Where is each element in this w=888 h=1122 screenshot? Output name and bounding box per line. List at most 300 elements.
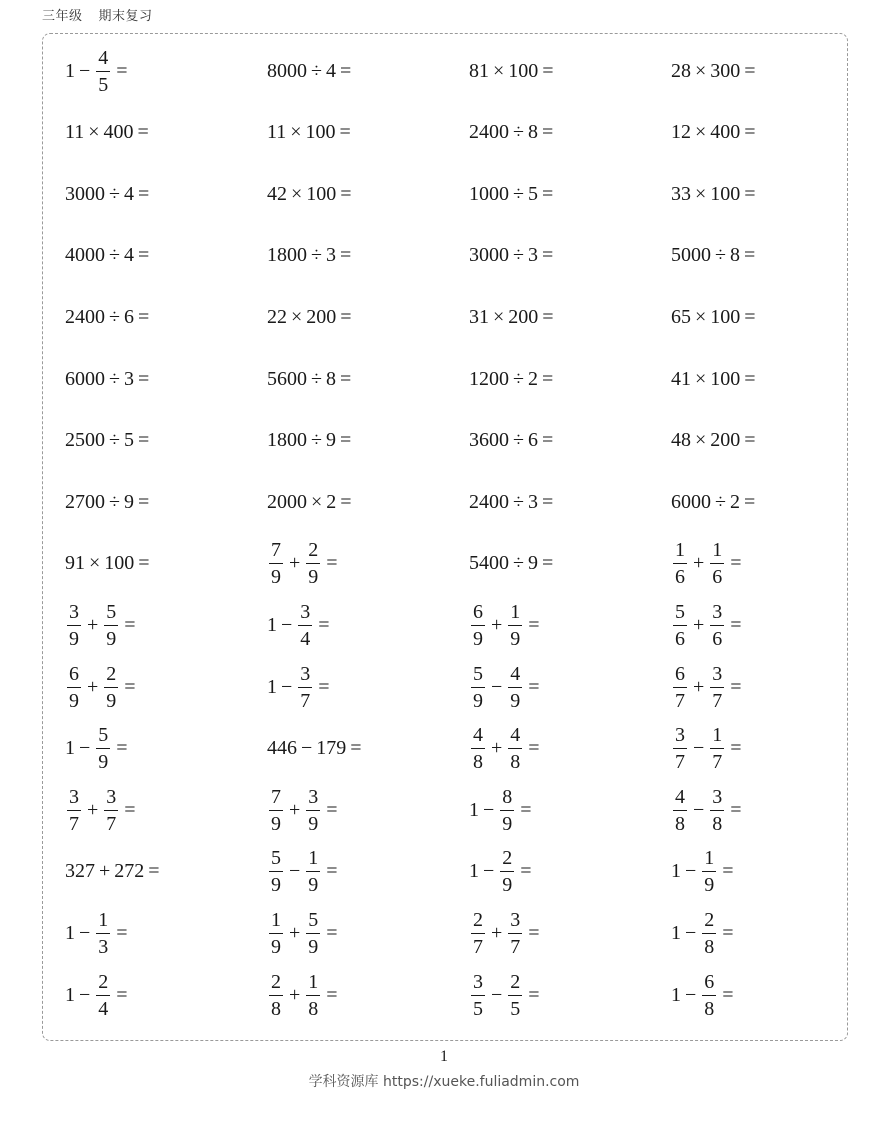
number: 1: [65, 737, 75, 760]
operator: =: [350, 737, 362, 760]
operator: −: [693, 737, 705, 760]
problem-row: [65, 349, 845, 409]
denominator: 7: [712, 689, 723, 712]
number: 3600: [469, 429, 509, 452]
operator: ×: [291, 305, 303, 328]
number: 2: [527, 367, 538, 390]
denominator: 9: [271, 935, 281, 958]
operator: ÷: [513, 244, 524, 267]
operator: =: [743, 244, 756, 267]
operator: −: [79, 737, 91, 760]
numerator: 5: [308, 908, 319, 931]
operator: ÷: [513, 367, 524, 390]
numerator: 3: [69, 785, 79, 808]
operator: −: [685, 860, 697, 883]
fraction: [269, 848, 283, 895]
math-problem: [469, 287, 558, 347]
number: 48: [671, 429, 691, 452]
operator: +: [87, 675, 99, 698]
number: 100: [305, 121, 336, 144]
number: 1: [671, 860, 681, 883]
math-problem: [671, 534, 746, 594]
operator: +: [693, 552, 705, 575]
fraction: [673, 787, 687, 834]
fraction: [471, 725, 485, 772]
number: 2400: [469, 121, 509, 144]
operator: =: [541, 490, 554, 513]
operator: =: [744, 121, 756, 144]
numerator: 1: [675, 539, 685, 562]
operator: −: [483, 798, 495, 821]
denominator: 4: [98, 997, 109, 1020]
numerator: 3: [712, 600, 723, 623]
operator: +: [491, 921, 503, 944]
operator: =: [318, 675, 330, 698]
number: 3: [325, 244, 336, 267]
operator: =: [137, 244, 150, 267]
numerator: 1: [308, 970, 319, 993]
number: 2: [729, 490, 740, 513]
numerator: 2: [308, 539, 319, 562]
number: 100: [710, 182, 741, 205]
math-problem: [469, 164, 557, 224]
fraction: [710, 787, 724, 834]
operator: −: [491, 983, 503, 1006]
number: 9: [325, 429, 336, 452]
number: 3: [527, 244, 538, 267]
number: 100: [508, 59, 539, 82]
numerator: 5: [271, 847, 281, 870]
numerator: 6: [473, 600, 483, 623]
math-problem: [65, 657, 140, 717]
math-problem: [267, 103, 355, 163]
denominator: 8: [712, 812, 723, 835]
math-problem: [267, 534, 342, 594]
operator: =: [744, 182, 756, 205]
number: 179: [316, 737, 347, 760]
operator: +: [491, 613, 503, 636]
denominator: 9: [271, 566, 281, 589]
denominator: 9: [510, 627, 521, 650]
operator: =: [743, 490, 756, 513]
operator: =: [116, 921, 128, 944]
operator: −: [281, 613, 293, 636]
math-problem: [469, 965, 544, 1025]
operator: =: [541, 367, 554, 390]
operator: =: [541, 552, 554, 575]
numerator: 4: [675, 785, 685, 808]
number: 1: [267, 675, 277, 698]
number: 1800: [267, 429, 307, 452]
number: 3: [123, 367, 134, 390]
math-problem: [671, 903, 738, 963]
operator: +: [289, 552, 301, 575]
operator: =: [744, 59, 756, 82]
page-number: 1: [440, 1048, 448, 1065]
math-problem: [65, 226, 153, 286]
fraction: [96, 725, 110, 772]
math-problem: [469, 719, 544, 779]
operator: =: [137, 367, 150, 390]
numerator: 2: [271, 970, 281, 993]
math-problem: [671, 472, 759, 532]
number: 4: [325, 59, 336, 82]
operator: −: [483, 860, 495, 883]
math-problem: [469, 226, 557, 286]
operator: =: [730, 737, 742, 760]
numerator: 7: [271, 539, 281, 562]
denominator: 8: [675, 812, 685, 835]
fraction: [269, 972, 283, 1019]
operator: ×: [695, 121, 707, 144]
fraction: [298, 664, 312, 711]
number: 12: [671, 121, 691, 144]
fraction: [673, 540, 687, 587]
math-problem: [65, 287, 153, 347]
number: 200: [710, 429, 741, 452]
fraction: [710, 725, 724, 772]
worksheet-frame: [42, 33, 848, 1041]
number: 5: [123, 429, 134, 452]
operator: =: [340, 182, 352, 205]
operator: −: [79, 59, 91, 82]
number: 100: [710, 305, 741, 328]
operator: =: [340, 305, 352, 328]
operator: ×: [695, 305, 707, 328]
numerator: 2: [510, 970, 521, 993]
fraction: [104, 664, 118, 711]
denominator: 9: [308, 812, 319, 835]
number: 4000: [65, 244, 105, 267]
denominator: 9: [69, 627, 79, 650]
denominator: 8: [704, 935, 715, 958]
operator: ×: [311, 490, 323, 513]
operator: =: [339, 429, 352, 452]
number: 8000: [267, 59, 307, 82]
denominator: 9: [106, 689, 117, 712]
denominator: 6: [712, 627, 723, 650]
number: 272: [114, 860, 145, 883]
fraction: [673, 602, 687, 649]
fraction: [508, 602, 522, 649]
fraction: [306, 540, 320, 587]
operator: −: [79, 983, 91, 1006]
operator: −: [301, 737, 313, 760]
operator: =: [730, 675, 742, 698]
numerator: 4: [473, 724, 483, 747]
operator: +: [491, 737, 503, 760]
operator: =: [542, 59, 554, 82]
problem-row: [65, 534, 845, 594]
numerator: 1: [712, 539, 723, 562]
operator: =: [137, 429, 150, 452]
number: 2700: [65, 490, 105, 513]
number: 1: [469, 860, 479, 883]
denominator: 8: [308, 997, 319, 1020]
math-problem: [671, 287, 760, 347]
footer-source: 学科资源库 https://xueke.fuliadmin.com: [308, 1074, 580, 1090]
number: 8: [729, 244, 740, 267]
fraction: [471, 602, 485, 649]
fraction: [710, 602, 724, 649]
denominator: 9: [502, 812, 513, 835]
operator: =: [318, 613, 330, 636]
operator: +: [99, 860, 111, 883]
math-problem: [671, 411, 760, 471]
number: 65: [671, 305, 691, 328]
fraction: [500, 787, 514, 834]
operator: ÷: [513, 490, 524, 513]
operator: ×: [290, 121, 302, 144]
fraction: [306, 848, 320, 895]
math-problem: [267, 226, 355, 286]
math-problem: [469, 780, 536, 840]
numerator: 3: [300, 662, 311, 685]
problem-row: [65, 103, 845, 163]
math-problem: [469, 103, 557, 163]
denominator: 9: [106, 627, 117, 650]
number: 1: [65, 921, 75, 944]
number: 2500: [65, 429, 105, 452]
problem-row: [65, 780, 845, 840]
math-problem: [267, 780, 342, 840]
fraction: [673, 664, 687, 711]
math-problem: [267, 472, 356, 532]
number: 5: [527, 182, 538, 205]
operator: +: [289, 798, 301, 821]
math-problem: [65, 164, 153, 224]
numerator: 4: [510, 724, 521, 747]
operator: ÷: [311, 429, 322, 452]
operator: =: [137, 305, 150, 328]
operator: =: [528, 675, 540, 698]
operator: =: [326, 860, 338, 883]
operator: ÷: [109, 429, 120, 452]
numerator: 2: [502, 847, 513, 870]
numerator: 5: [98, 724, 109, 747]
denominator: 9: [510, 689, 521, 712]
number: 8: [325, 367, 336, 390]
fraction: [96, 910, 110, 957]
numerator: 4: [510, 662, 521, 685]
fraction: [508, 972, 522, 1019]
operator: ÷: [513, 552, 524, 575]
math-problem: [469, 41, 558, 101]
page-header: [42, 5, 153, 24]
problem-row: [65, 842, 845, 902]
operator: =: [528, 613, 540, 636]
number: 6: [123, 305, 134, 328]
operator: ÷: [109, 367, 120, 390]
problem-row: [65, 287, 845, 347]
operator: ×: [695, 59, 707, 82]
fraction: [67, 787, 81, 834]
math-problem: [469, 842, 536, 902]
operator: =: [730, 613, 742, 636]
number: 100: [306, 182, 337, 205]
numerator: 3: [473, 970, 483, 993]
operator: ÷: [715, 244, 726, 267]
operator: =: [340, 490, 352, 513]
number: 11: [267, 121, 287, 144]
operator: =: [339, 367, 352, 390]
problem-row: [65, 164, 845, 224]
numerator: 5: [473, 662, 483, 685]
numerator: 2: [704, 908, 715, 931]
numerator: 3: [300, 600, 311, 623]
number: 9: [123, 490, 134, 513]
numerator: 6: [675, 662, 685, 685]
operator: ÷: [109, 490, 120, 513]
numerator: 1: [98, 908, 109, 931]
header-title: 期末复习: [98, 9, 153, 24]
operator: ×: [695, 429, 707, 452]
number: 9: [527, 552, 538, 575]
problem-row: [65, 657, 845, 717]
number: 8: [527, 121, 538, 144]
denominator: 9: [473, 627, 483, 650]
operator: =: [148, 860, 160, 883]
numerator: 1: [704, 847, 715, 870]
math-problem: [267, 287, 356, 347]
operator: =: [326, 983, 338, 1006]
denominator: 6: [675, 627, 685, 650]
operator: =: [124, 798, 136, 821]
denominator: 8: [271, 997, 281, 1020]
denominator: 7: [675, 689, 685, 712]
denominator: 8: [510, 751, 521, 774]
fraction: [508, 910, 522, 957]
number: 2000: [267, 490, 307, 513]
number: 1: [671, 983, 681, 1006]
problem-row: [65, 719, 845, 779]
problem-row: [65, 965, 845, 1025]
fraction: [710, 664, 724, 711]
fraction: [306, 910, 320, 957]
operator: +: [693, 675, 705, 698]
numerator: 3: [308, 785, 319, 808]
numerator: 2: [98, 970, 109, 993]
numerator: 2: [106, 662, 117, 685]
numerator: 6: [704, 970, 715, 993]
denominator: 5: [473, 997, 483, 1020]
math-problem: [671, 41, 760, 101]
operator: =: [520, 860, 532, 883]
number: 3000: [65, 182, 105, 205]
fraction: [298, 602, 312, 649]
number: 5000: [671, 244, 711, 267]
math-problem: [469, 349, 557, 409]
operator: ×: [88, 121, 100, 144]
operator: ÷: [109, 244, 120, 267]
math-problem: [65, 965, 132, 1025]
denominator: 9: [271, 874, 281, 897]
operator: ÷: [109, 182, 120, 205]
number: 1200: [469, 367, 509, 390]
operator: =: [541, 429, 554, 452]
numerator: 3: [510, 908, 521, 931]
number: 6000: [671, 490, 711, 513]
denominator: 9: [704, 874, 715, 897]
number: 200: [306, 305, 337, 328]
numerator: 2: [473, 908, 483, 931]
operator: −: [685, 921, 697, 944]
operator: −: [79, 921, 91, 944]
math-problem: [65, 719, 132, 779]
fraction: [702, 972, 716, 1019]
math-problem: [469, 657, 544, 717]
math-problem: [469, 534, 557, 594]
operator: ÷: [513, 182, 524, 205]
math-problem: [267, 903, 342, 963]
operator: =: [541, 182, 554, 205]
fraction: [104, 787, 118, 834]
fraction: [508, 725, 522, 772]
math-problem: [671, 842, 738, 902]
number: 28: [671, 59, 691, 82]
math-problem: [469, 903, 544, 963]
math-problem: [267, 842, 342, 902]
operator: ×: [695, 367, 707, 390]
operator: ÷: [311, 367, 322, 390]
operator: =: [124, 675, 136, 698]
number: 5600: [267, 367, 307, 390]
fraction: [471, 664, 485, 711]
denominator: 9: [473, 689, 483, 712]
number: 31: [469, 305, 489, 328]
fraction: [96, 972, 110, 1019]
number: 2400: [65, 305, 105, 328]
denominator: 3: [98, 935, 109, 958]
fraction: [702, 910, 716, 957]
operator: =: [339, 244, 352, 267]
math-problem: [671, 657, 746, 717]
fraction: [269, 787, 283, 834]
problem-row: [65, 41, 845, 101]
number: 1: [267, 613, 277, 636]
numerator: 3: [712, 662, 723, 685]
math-problem: [65, 472, 153, 532]
fraction: [471, 972, 485, 1019]
number: 22: [267, 305, 287, 328]
denominator: 7: [510, 935, 521, 958]
fraction: [508, 664, 522, 711]
denominator: 9: [98, 751, 109, 774]
math-problem: [469, 595, 544, 655]
operator: ÷: [715, 490, 726, 513]
number: 81: [469, 59, 489, 82]
number: 300: [710, 59, 741, 82]
numerator: 7: [271, 785, 281, 808]
math-problem: [65, 41, 132, 101]
number: 100: [104, 552, 135, 575]
number: 5400: [469, 552, 509, 575]
operator: +: [693, 613, 705, 636]
number: 3: [527, 490, 538, 513]
fraction: [269, 540, 283, 587]
math-problem: [65, 534, 154, 594]
operator: =: [542, 305, 554, 328]
operator: =: [528, 737, 540, 760]
denominator: 9: [271, 812, 281, 835]
operator: =: [730, 552, 742, 575]
operator: ÷: [311, 59, 322, 82]
problem-row: [65, 903, 845, 963]
denominator: 9: [308, 935, 319, 958]
math-problem: [671, 719, 746, 779]
denominator: 9: [308, 566, 319, 589]
math-problem: [671, 164, 760, 224]
